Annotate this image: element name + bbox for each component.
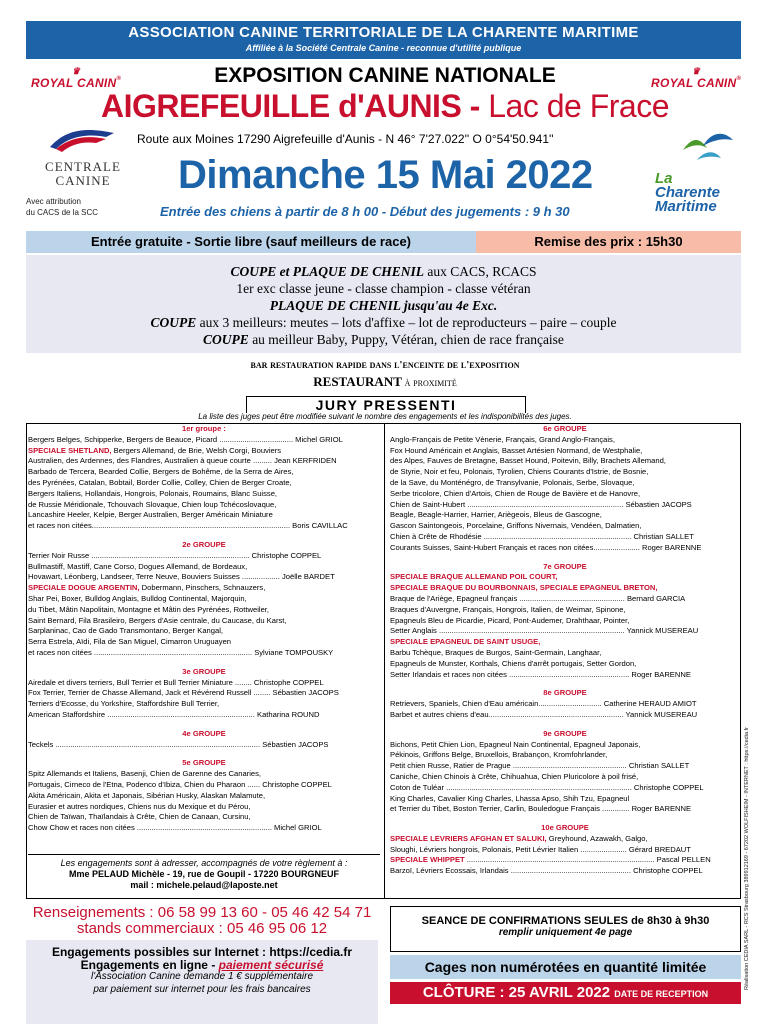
jury-line: des Pyrénées, Catalan, Bobtail, Border Collie, Colley, Chien de Berger Croate, (28, 477, 292, 487)
group-7-special-list (390, 572, 740, 594)
exhibition-title: EXPOSITION CANINE NATIONALE (214, 64, 556, 87)
special-line: SPECIALE BRAQUE DU BOURBONNAIS, SPECIALE EPAGNEUL BRETON, (390, 583, 658, 593)
column-divider (384, 423, 385, 899)
trophies-box (26, 255, 741, 353)
jury-line: Fox Terrier, Terrier de Chasse Allemand, Jack et Révérend Russell ........ Sébastien JACOPS (28, 688, 339, 698)
cacs-attribution: Avec attribution du CACS de la SCC (26, 197, 99, 217)
group-8-title: 8e GROUPE (543, 688, 587, 698)
group-10-line-4: Barzoï, Lévriers Ecossais, Irlandais ......................................................... Christophe COPPEL (390, 866, 703, 876)
jury-line: de Russie Méridionale, Tchouvach Slovaque, Chien loup Tchécoslovaque, (28, 499, 277, 509)
group-2-list (28, 551, 380, 659)
group-1-list (28, 435, 380, 532)
restaurant-info: RESTAURANT à proximité (313, 374, 457, 389)
jury-line: Airedale et divers terriers, Bull Terrier et Bull Terrier Miniature ........ Christophe COPPEL (28, 677, 324, 687)
jury-line: Hovawart, Léonberg, Landseer, Terre Neuve, Bouviers Suisses .................. Joëlle BARDET (28, 572, 335, 582)
jury-line: Setter Anglais ........................................................................................ Yannick MUSEREAU (390, 626, 699, 636)
jury-line: Epagneuls de Munster, Korthals, Chiens d'arrêt portugais, Setter Gordon, (390, 658, 637, 668)
crown-icon: ♛ (71, 66, 81, 76)
jury-line: de Styrie, Noir et feu, Polonais, Tyrolien, Chiens Courants d'Istrie, de Bosnie, (390, 467, 649, 477)
jury-line: Australien, des Ardennes, des Flandres, Australien à queue courte ......... Jean KERFRIDEN (28, 456, 337, 466)
jury-line: Pékinois, Griffons Belge, Bruxellois, Brabançon, Kromfohrlander, (390, 750, 608, 760)
jury-line: Braques d'Auvergne, Français, Hongrois, Italien, de Weimar, Spinone, (390, 604, 626, 614)
jury-line: Barbet et autres chiens d'eau................................................................ Yannick MUSEREAU (390, 709, 698, 719)
jury-line: Terriers d'Ecosse, du Yorkshire, Staffordshire Bull Terrier, (28, 699, 220, 709)
jury-line: American Staffordshire ...................................................................... Katharina ROUND (28, 709, 320, 719)
jury-line: de la Save, du Monténégro, de Transylvanie, Polonais, Serbe, Slovaque, (390, 477, 635, 487)
internet-url[interactable]: Engagements possibles sur Internet : https://cedia.fr (51, 945, 353, 959)
charente-maritime-logo: La Charente Maritime (655, 130, 745, 214)
group-3-title: 3e GROUPE (182, 666, 226, 676)
jury-line: Setter Irlandais et races non citées ......................................................... Roger BARENNE (390, 669, 691, 679)
jury-line: Coton de Tuléar ........................................................................................ Christophe COPPEL (390, 782, 704, 792)
group-7-special-2: SPECIALE EPAGNEUL DE SAINT USUGE, (390, 637, 541, 647)
address: Route aux Moines 17290 Aigrefeuille d'Aunis - N 46° 7'27.022'' O 0°54'50.941'' (137, 132, 554, 146)
online-registration-box: Engagements possibles sur Internet : https://cedia.fr Engagements en ligne - paiement sécurisé l'Association Canine demande 1 € supplémentaire par paiement sur internet pour les frais bancaires (26, 940, 378, 1024)
jury-line: Saint Bernard, Fila Brasileiro, Bergers d'Asie centrale, du Caucase, du Karst, (28, 615, 287, 625)
group-10-line-1: SPECIALE LEVRIERS AFGHAN ET SALUKI, Greyhound, Azawakh, Galgo, (390, 833, 648, 843)
group-10-line-2: Sloughi, Lévriers hongrois, Polonais, Petit Lévrier Italien ...................... Gérard BREDAUT (390, 844, 691, 854)
association-banner (26, 21, 741, 59)
jury-line: Bergers Italiens, Hollandais, Hongrois, Polonais, Roumains, Blanc Suisse, (28, 488, 278, 498)
group-8-list (390, 699, 740, 721)
entry-schedule: Entrée des chiens à partir de 8 h 00 - Début des jugements : 9 h 30 (160, 204, 570, 219)
birds-icon (677, 130, 737, 172)
engagements-info: Les engagements sont à adresser, accompagnés de votre règlement à : Mme PELAUD Michèle - 19, rue de Goupil - 17220 BOURGNEUF mail : michele.pelaud@laposte.net (28, 854, 380, 898)
jury-right-column (390, 424, 740, 877)
jury-line: du Tibet, Mâtin Napolitain, Montagne et Mâtin des Pyrénées, Rottweiler, (28, 604, 270, 614)
jury-line: Serbe tricolore, Chien d'Artois, Chien de Rouge de Bavière et de Hanovre, (390, 488, 641, 498)
confirmation-session-box: SEANCE DE CONFIRMATIONS SEULES de 8h30 à 9h30 remplir uniquement 4e page (390, 906, 741, 952)
secure-payment-link[interactable]: paiement sécurisé (218, 957, 324, 972)
jury-line: Barbu Tchèque, Braques de Burgos, Saint-Germain, Langhaar, (390, 647, 602, 657)
coupe-line-1: COUPE et PLAQUE DE CHENIL aux CACS, RCACS (230, 264, 537, 279)
royal-canin-logo-right: ♛ ROYAL CANIN® (651, 66, 742, 90)
group-7-list (390, 594, 740, 637)
jury-line: Eurasier et autres nordiques, Chiens nus du Mexique et du Pérou, (28, 801, 251, 811)
coupe-line-5: COUPE au meilleur Baby, Puppy, Vétéran, chien de race française (203, 332, 564, 347)
jury-line: Chien de Saint-Hubert .......................................................................... Sébastien JACOPS (390, 499, 692, 509)
jury-line: Fox Hound Américain et Anglais, Basset Artésien Normand, de Westphalie, (390, 445, 643, 455)
jury-line: Courants Suisses, Saint-Hubert Français et races non citées...................... Roger BARENNE (390, 542, 702, 552)
affiliation-text: Affiliée à la Société Centrale Canine - reconnue d'utilité publique (245, 43, 522, 53)
group-10-line-3: SPECIALE WHIPPET ......................................................................................... Pascal PELLEN (390, 855, 711, 865)
jury-title: JURY PRESSENTI (246, 396, 526, 413)
jury-line: Caniche, Chien Chinois à Crête, Chihuahua, Chien Pluricolore à poil frisé, (390, 771, 639, 781)
event-date: Dimanche 15 Mai 2022 (178, 153, 593, 197)
jury-line: Gascon Saintongeois, Porcelaine, Griffons Nivernais, Vendéen, Dalmatien, (390, 521, 642, 531)
jury-line: et races non citées.............................................................................................. Boris CAVILLAC (28, 521, 348, 531)
jury-line: Braque de l'Ariège, Epagneul français .................................................. Bernard GARCIA (390, 593, 686, 603)
free-entry-banner: Entrée gratuite - Sortie libre (sauf meilleurs de race) (26, 231, 476, 253)
coupe-line-4: COUPE aux 3 meilleurs: meutes – lots d'affixe – lot de reproducteurs – paire – couple (150, 315, 617, 330)
group-5-list (28, 769, 380, 834)
royal-canin-logo-left: ♛ ROYAL CANIN® (31, 66, 122, 90)
group-1-title: 1er groupe : (182, 424, 226, 433)
flag-icon (46, 125, 118, 155)
group-2-title: 2e GROUPE (182, 539, 226, 549)
group-5-title: 5e GROUPE (182, 758, 226, 768)
jury-line: Akita Américain, Akita et Japonais, Sibérian Husky, Alaskan Malamute, (28, 790, 266, 800)
jury-line: Petit chien Russe, Ratier de Prague ...................................................... Christian SALLET (390, 761, 690, 771)
jury-line: Epagneuls Bleu de Picardie, Picard, Pont-Audemer, Drahthaar, Pointer, (390, 615, 630, 625)
jury-line: Bullmastiff, Mastiff, Cane Corso, Dogues Allemand, de Bordeaux, (28, 561, 248, 571)
bar-info: bar restauration rapide dans l'enceinte de l'exposition (250, 359, 520, 371)
jury-line: King Charles, Cavalier King Charles, Lhassa Apso, Shih Tzu, Epagneul (390, 793, 630, 803)
group-6-title: 6e GROUPE (543, 424, 587, 433)
group-7-list-2 (390, 648, 740, 680)
group-3-list (28, 678, 380, 721)
jury-line: Lancashire Heeler, Kelpie, Berger Australien, Berger Américain Miniature (28, 510, 273, 520)
group-7-title: 7e GROUPE (543, 561, 587, 571)
jury-line: des Alpes, Fauves de Bretagne, Basset Hound, Poitevin, Billy, Brachets Allemand, (390, 456, 666, 466)
contact-phones: Renseignements : 06 58 99 13 60 - 05 46 42 54 71 stands commerciaux : 05 46 95 06 12 (32, 904, 372, 937)
jury-line: et Terrier du Tibet, Boston Terrier, Carlin, Bouledogue Français ............. Roger BARENNE (390, 804, 692, 814)
association-name: ASSOCIATION CANINE TERRITORIALE DE LA CHARENTE MARITIME (128, 24, 639, 41)
cages-banner: Cages non numérotées en quantité limitée (390, 955, 741, 979)
prize-time-banner: Remise des prix : 15h30 (476, 231, 741, 253)
jury-line: Anglo-Français de Petite Vènerie, Français, Grand Anglo-Français, (390, 434, 615, 444)
jury-line: Serra Estrela, Aïdi, Fila de San Miguel, Cimarron Uruguayen (28, 637, 232, 647)
group-4-title: 4e GROUPE (182, 728, 226, 738)
jury-line: Bergers Belges, Schipperke, Bergers de Beauce, Picard ................................... Michel GRIOL (28, 434, 343, 444)
jury-line: Terrier Noir Russe ........................................................................... Christophe COPPEL (28, 550, 322, 560)
jury-line: Teckels ................................................................................................. Sébastien JACOPS (28, 739, 329, 749)
jury-left-column (28, 424, 380, 834)
printer-credit: Réalisation CEDIA SARL - RCS Strasbourg 389912169 - 67202 WOLFISHEIM - INTERNET : https://cedia.fr (744, 727, 750, 990)
jury-line: et races non citées ........................................................................... Sylviane TOMPOUSKY (28, 647, 334, 657)
centrale-canine-logo: CENTRALE CANINE (38, 125, 128, 188)
city-title: AIGREFEUILLE d'AUNIS - Lac de Frace (101, 88, 669, 124)
jury-line: Barbado de Tercera, Bearded Collie, Bergers de Bohême, de la Serra de Aires, (28, 467, 294, 477)
jury-line: Beagle, Beagle-Harrier, Harrier, Ariègeois, Bleus de Gascogne, (390, 510, 602, 520)
jury-line: Chien de Taïwan, Thaïlandais à Crête, Chien de Canaan, Cursinu, (28, 812, 251, 822)
crown-icon: ♛ (691, 66, 701, 76)
jury-line: Chow Chow et races non citées ................................................................ Michel GRIOL (28, 823, 322, 833)
coupe-line-3: PLAQUE DE CHENIL jusqu'au 4e Exc. (269, 298, 498, 313)
jury-line: Sarplaninac, Cao de Gado Transmontano, Berger Kangal, (28, 626, 224, 636)
jury-line: Retrievers, Spaniels, Chien d'Eau américain.............................. Catherine HERAUD AMIOT (390, 699, 697, 709)
jury-line: Bichons, Petit Chien Lion, Epagneul Nain Continental, Epagneul Japonais, (390, 739, 641, 749)
jury-line: Portugais, Cirneco de l'Etna, Podenco d'Ibiza, Chien du Pharaon ...... Christophe COPPEL (28, 779, 332, 789)
group-4-list (28, 740, 380, 751)
group-9-title: 9e GROUPE (543, 728, 587, 738)
jury-line: SPECIALE SHETLAND, Bergers Allemand, de Brie, Welsh Corgi, Bouviers (28, 445, 282, 455)
jury-line: Spitz Allemands et Italiens, Basenji, Chien de Garenne des Canaries, (28, 769, 262, 779)
contact-email[interactable]: mail : michele.pelaud@laposte.net (130, 880, 278, 890)
group-10-title: 10e GROUPE (541, 823, 589, 833)
jury-note: La liste des juges peut être modifiée suivant le nombre des engagements et les indisponibilités des juges. (198, 412, 572, 421)
coupe-line-2: 1er exc classe jeune - classe champion - classe vétéran (236, 281, 531, 296)
closing-date-banner: CLÔTURE : 25 AVRIL 2022 DATE DE RECEPTION (390, 982, 741, 1004)
jury-line: SPECIALE DOGUE ARGENTIN, Dobermann, Pinschers, Schnauzers, (28, 583, 266, 593)
jury-line: Shar Pei, Boxer, Bulldog Anglais, Bulldog Continental, Majorquin, (28, 593, 247, 603)
group-6-list (390, 435, 740, 554)
group-9-list (390, 740, 740, 816)
jury-line: Chien à Crête de Rhodésie ...................................................................... Christian SALLET (390, 531, 694, 541)
special-line: SPECIALE BRAQUE ALLEMAND POIL COURT, (390, 572, 558, 582)
